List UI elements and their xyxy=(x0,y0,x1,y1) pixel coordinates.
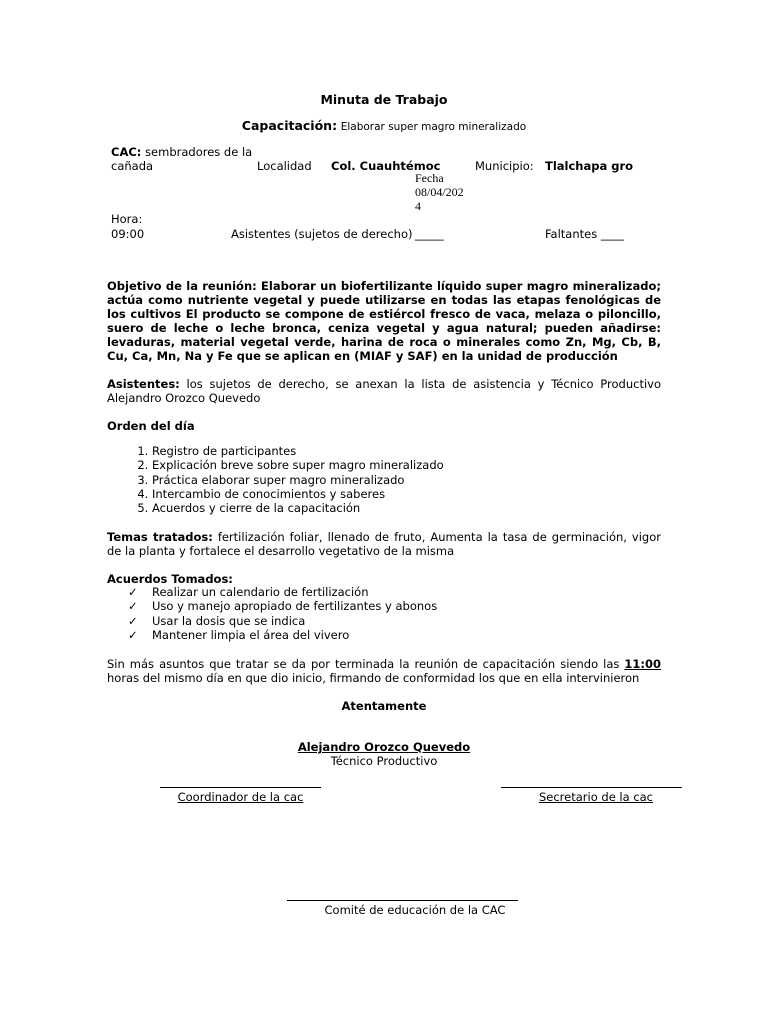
cac-label: CAC: xyxy=(111,145,142,159)
asistentes-count-blank[interactable]: _____ xyxy=(415,227,444,241)
cac-value-line2: cañada xyxy=(111,159,154,173)
coordinador-label: Coordinador de la cac xyxy=(177,790,304,804)
objetivo-paragraph: Objetivo de la reunión: Elaborar un biofertilizante líquido super magro mineralizado; actúa como nutriente vegetal y puede utilizarse en todas las etapas fenológicas de los cultivos El producto se compone de estiércol fresco de vaca, melaza o piloncillo, suero de leche o leche bronca, ceniza vegetal y agua natural; pueden añadirse: levaduras, material vegetal verde, harina de roca o minerales como Zn, Mg, Cb, B, Cu, Ca, Mn, Na y Fe que se aplican en (MIAF y SAF) en la unidad de producción xyxy=(107,279,661,363)
agenda-item: 1. Registro de participantes xyxy=(152,444,444,458)
localidad-label: Localidad xyxy=(257,159,312,173)
temas-paragraph xyxy=(107,530,661,558)
firmante-nombre: Alejandro Orozco Quevedo xyxy=(297,740,471,754)
acuerdo-item xyxy=(128,585,437,599)
cierre-paragraph xyxy=(107,657,661,685)
orden-del-dia-heading: Orden del día xyxy=(107,419,195,433)
cierre-text-after: horas del mismo día en que dio inicio, firmando de conformidad los que en ella intervinieron xyxy=(107,671,640,685)
temas-label: Temas tratados: xyxy=(107,530,213,544)
municipio-label: Municipio: xyxy=(475,159,534,173)
agenda-item: 4. Intercambio de conocimientos y saberes xyxy=(152,487,444,501)
agenda-item: 3. Práctica elaborar super magro mineralizado xyxy=(152,473,444,487)
coordinador-signature-line xyxy=(160,787,321,788)
cierre-text-before: Sin más asuntos que tratar se da por terminada la reunión de capacitación siendo las xyxy=(107,657,620,671)
acuerdo-text: Usar la dosis que se indica xyxy=(152,613,306,628)
agenda-item: 5. Acuerdos y cierre de la capacitación xyxy=(152,501,444,515)
fecha-date-part1: 08/04/202 xyxy=(415,185,464,199)
acuerdo-text: Realizar un calendario de fertilización xyxy=(152,585,369,599)
municipio-value: Tlalchapa gro xyxy=(545,159,634,173)
check-icon: ✓ xyxy=(128,627,138,642)
acuerdos-heading: Acuerdos Tomados: xyxy=(107,572,233,586)
asistentes-label: Asistentes: xyxy=(107,377,180,391)
cac-value-line1: sembradores de la xyxy=(145,145,253,159)
check-icon: ✓ xyxy=(128,585,138,599)
check-icon: ✓ xyxy=(128,613,138,628)
orden-del-dia-list xyxy=(107,444,444,515)
asistentes-count-label: Asistentes (sujetos de derecho) xyxy=(231,227,413,241)
fecha-label: Fecha xyxy=(415,171,444,185)
capacitacion-value: Elaborar super magro mineralizado xyxy=(340,121,527,133)
acuerdo-text: Uso y manejo apropiado de fertilizantes y abonos xyxy=(152,599,438,614)
comite-signature-line xyxy=(287,900,518,901)
acuerdo-item xyxy=(128,628,437,642)
atentamente: Atentamente xyxy=(341,699,427,713)
localidad-value: Col. Cuauhtémoc xyxy=(331,159,441,173)
acuerdo-item xyxy=(128,614,437,628)
cierre-hora: 11:00 xyxy=(624,657,662,671)
temas-text: fertilización foliar, llenado de fruto, Aumenta la tasa de germinación, vigor de la planta y fortalece el desarrollo vegetativo de la misma xyxy=(107,530,661,558)
comite-label: Comité de educación de la CAC xyxy=(324,903,506,917)
fecha-date-part2: 4 xyxy=(415,199,421,213)
secretario-signature-line xyxy=(501,787,682,788)
faltantes-blank[interactable]: ____ xyxy=(600,227,624,241)
hora-field xyxy=(111,212,144,242)
cac-field xyxy=(111,145,252,173)
acuerdo-item xyxy=(128,599,437,613)
hora-value: 09:00 xyxy=(111,227,145,241)
faltantes-field xyxy=(545,227,624,241)
firmante-cargo: Técnico Productivo xyxy=(330,754,438,768)
capacitacion-label: Capacitación: xyxy=(241,118,338,133)
acuerdo-text: Mantener limpia el área del vivero xyxy=(152,627,350,642)
fecha-field xyxy=(415,171,464,213)
faltantes-label: Faltantes xyxy=(545,227,598,241)
agenda-item: 2. Explicación breve sobre super magro mineralizado xyxy=(152,458,444,472)
asistentes-text: los sujetos de derecho, se anexan la lista de asistencia y Técnico Productivo Alejandro Orozco Quevedo xyxy=(107,377,662,405)
check-icon: ✓ xyxy=(128,599,138,614)
hora-label: Hora: xyxy=(111,212,143,226)
secretario-label: Secretario de la cac xyxy=(538,790,654,804)
document-title: Minuta de Trabajo xyxy=(320,92,448,107)
capacitacion-line xyxy=(0,118,768,133)
asistentes-paragraph xyxy=(107,377,661,405)
acuerdos-list xyxy=(128,585,437,642)
